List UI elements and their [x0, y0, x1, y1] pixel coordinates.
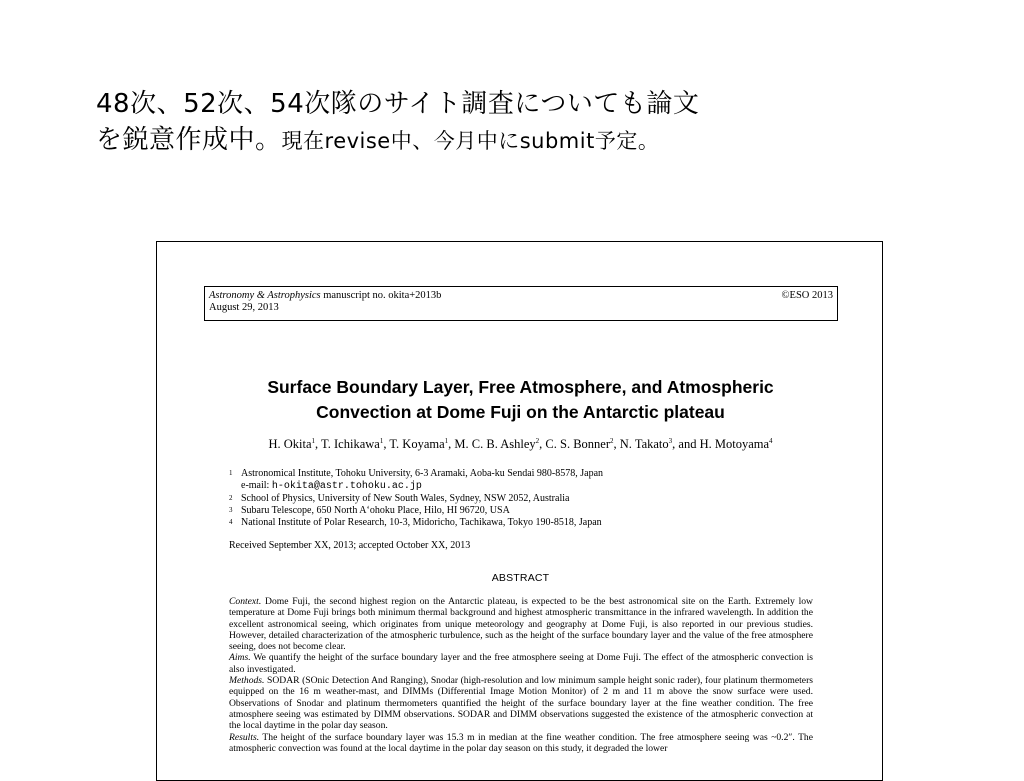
affiliation-item: 1 Astronomical Institute, Tohoku University, 6-3 Aramaki, Aoba-ku Sendai 980-8578, Japan e-mail: h-okita@astr.tohoku.ac.jp — [229, 468, 604, 492]
abstract-context: Context. Dome Fuji, the second highest region on the Antarctic plateau, is expected to be the best astronomical site on the Earth. Extremely low temperature at Dome Fuji brings both minimum thermal background and highest atmospheric transmittance in the infrared wavelength. In addition the excellent astronomical seeing, which originates from unique meteorology and geography at Dome Fuji, is also reported in our previous studies. However, detailed characterization of the atmospheric turbulence, such as the height of the surface boundary layer and the value of the free atmosphere seeing, does not become clear. — [229, 596, 813, 653]
affiliation-item: 3 Subaru Telescope, 650 North A‘ohoku Place, Hilo, HI 96720, USA — [229, 505, 510, 516]
abstract-aims: Aims. We quantify the height of the surface boundary layer and the free atmosphere seeing at Dome Fuji. The effect of the atmospheric convection is also investigated. — [229, 652, 813, 675]
affiliation-item: 4 National Institute of Polar Research, 10-3, Midoricho, Tachikawa, Tokyo 190-8518, Japan — [229, 517, 602, 528]
abstract-results: Results. The height of the surface boundary layer was 15.3 m in median at the fine weather condition. The free atmosphere seeing was ~0.2″. The atmospheric convection was found at the local daytime in the polar day season on this study, it degraded the lower — [229, 731, 813, 754]
author: H. Motoyama$^4$ — [699, 437, 773, 452]
author-list: H. Okita$^1$, T. Ichikawa$^1$, T. Koyama$^1$, M. C. B. Ashley$^2$, C. S. Bonner$^2$, N. Takato$^3$, and H. Motoyama$^4$ — [268, 437, 773, 452]
author: M. C. B. Ashley$^2$ — [454, 437, 540, 452]
slide-title-line2 — [96, 122, 856, 159]
copyright: ©ESO 2013 — [781, 290, 833, 301]
paper-title-line2: Convection at Dome Fuji on the Antarctic plateau — [316, 402, 725, 422]
author: H. Okita$^1$ — [268, 437, 316, 452]
author: N. Takato$^3$ — [619, 437, 673, 452]
affiliation-item: 2 School of Physics, University of New South Wales, Sydney, NSW 2052, Australia — [229, 493, 570, 504]
email-address: h-okita@astr.tohoku.ac.jp — [271, 481, 422, 492]
journal-header — [204, 286, 838, 321]
slide-title-line2-main: を鋭意作成中。 — [96, 125, 282, 155]
journal-manuscript — [209, 290, 441, 302]
slide-title-line1: 48次、52次、54次隊のサイト調査についても論文 — [96, 89, 700, 119]
author: C. S. Bonner$^2$ — [545, 437, 614, 452]
journal-name: Astronomy & Astrophysics — [209, 290, 321, 301]
received-dates: Received September XX, 2013; accepted October XX, 2013 — [229, 540, 471, 551]
paper-title — [157, 375, 883, 425]
email-label: e-mail: — [241, 480, 272, 491]
paper-page — [156, 241, 883, 781]
paper-date: August 29, 2013 — [209, 302, 279, 313]
manuscript-number: manuscript no. okita+2013b — [320, 290, 442, 301]
affiliation-list — [229, 468, 829, 529]
abstract-body — [229, 596, 813, 754]
abstract-heading: ABSTRACT — [491, 572, 550, 584]
paper-title-line1: Surface Boundary Layer, Free Atmosphere, and Atmospheric — [267, 377, 774, 397]
slide-title-line2-sub: 現在revise中、今月中にsubmit予定。 — [281, 129, 660, 153]
abstract-methods: Methods. SODAR (SOnic Detection And Ranging), Snodar (high-resolution and low minimum sample height sonic rader), four platinum thermometers equipped on the 16 m weather-mast, and DIMMs (Differential Image Motion Monitor) of 2 m and 11 m above the snow surface were used. Observations of Snodar and platinum thermometers quantified the height of the surface boundary layer at the fine weather condition. The free atmosphere seeing was estimated by DIMM observations. SODAR and DIMM observations suggested the existence of the atmospheric convection at the local daytime in the polar day season. — [229, 675, 813, 732]
author: T. Koyama$^1$ — [389, 437, 449, 452]
author: T. Ichikawa$^1$ — [321, 437, 384, 452]
slide-title — [96, 86, 856, 159]
